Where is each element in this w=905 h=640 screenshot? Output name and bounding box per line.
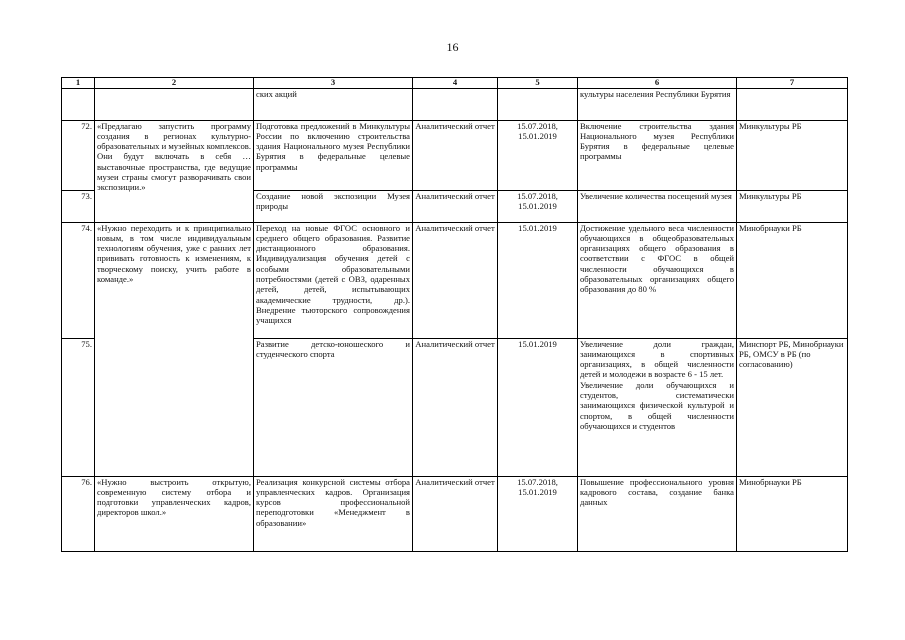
plan-table [61,77,848,552]
table-row-continuation [62,88,848,120]
activity-cell: ских акций [254,88,413,120]
result-cell: Повышение профессионального уровня кадрового состава, создание банка данных [578,476,737,551]
activity-cell: Подготовка предложений в Минкультуры России по включению строительства здания Национального музея Республики Бурятия в федеральные целевые программы [254,120,413,190]
column-header: 3 [254,78,413,89]
proposal-cell: «Предлагаю запустить программу создания в регионах культурно-образовательных и музейных комплексов. Они будут включать в себя …выставочные пространства, где ведущие музеи страны смогут разворачивать свои экспозиции.» [95,120,254,222]
proposal-cell [95,88,254,120]
dates-cell [498,222,578,338]
responsible-cell: Минобрнауки РБ [737,476,848,551]
column-header: 7 [737,78,848,89]
row-number: 73. [62,190,95,222]
form-cell: Аналитический отчет [413,120,498,190]
form-cell: Аналитический отчет [413,190,498,222]
date-start: 15.07.2018, [517,190,558,201]
dates-cell [498,338,578,476]
header-row [62,78,848,89]
row-number: 74. [62,222,95,338]
date-end: 15.01.2019 [518,130,557,141]
column-header: 5 [498,78,578,89]
result-cell: Включение строительства здания Национального музея Республики Бурятия в федеральные целевые программы [578,120,737,190]
result-cell: культуры населения Республики Бурятия [578,88,737,120]
form-cell: Аналитический отчет [413,338,498,476]
proposal-cell: «Нужно выстроить открытую, современную систему отбора и подготовки управленческих кадров, директоров школ.» [95,476,254,551]
activity-cell: Создание новой экспозиции Музея природы [254,190,413,222]
column-header: 2 [95,78,254,89]
result-cell: Достижение удельного веса численности обучающихся в общеобразовательных организациях общего образования в соответствии с ФГОС в общей численности обучающихся в образовательных организациях общего образования до 80 % [578,222,737,338]
form-cell: Аналитический отчет [413,476,498,551]
dates-cell [498,190,578,222]
result-paragraph: Увеличение доли обучающихся и студентов, систематически занимающихся физической культурой и спортом, в общей численности обучающихся и студентов [580,379,734,431]
column-header: 1 [62,78,95,89]
dates-cell [498,88,578,120]
activity-cell: Реализация конкурсной системы отбора управленческих кадров. Организация курсов профессиональной переподготовки «Менеджмент в образовании» [254,476,413,551]
responsible-cell: Минобрнауки РБ [737,222,848,338]
responsible-cell: Минспорт РБ, Минобрнауки РБ, ОМСУ в РБ (по согласованию) [737,338,848,476]
responsible-cell: Минкультуры РБ [737,120,848,190]
date-end: 15.01.2019 [518,200,557,211]
result-paragraph: Увеличение доли граждан, занимающихся в спортивных организациях, в общей численности детей и молодежи в возрасте 6 - 15 лет. [580,338,734,380]
page-number: 16 [446,40,459,54]
row-number: 75. [62,338,95,476]
result-cell: Увеличение количества посещений музея [578,190,737,222]
row-number: 72. [62,120,95,190]
date-start: 15.07.2018, [517,476,558,487]
activity-cell: Переход на новые ФГОС основного и среднего общего образования. Развитие дистанционного образования. Индивидуализация обучения детей с особыми образовательными потребностями (детей с ОВЗ, одаренных детей, детей, испытывающих академические трудности, др.). Внедрение тьюторского сопровождения учащихся [254,222,413,338]
result-cell [578,338,737,476]
date-end: 15.01.2019 [518,338,557,349]
table-row [62,476,848,551]
row-number: 76. [62,476,95,551]
dates-cell [498,120,578,190]
table-row [62,222,848,338]
form-cell [413,88,498,120]
dates-cell [498,476,578,551]
responsible-cell: Минкультуры РБ [737,190,848,222]
column-header: 4 [413,78,498,89]
column-header: 6 [578,78,737,89]
date-end: 15.01.2019 [518,222,557,233]
activity-cell: Развитие детско-юношеского и студенческого спорта [254,338,413,476]
date-end: 15.01.2019 [518,486,557,497]
row-number [62,88,95,120]
responsible-cell [737,88,848,120]
table-row [62,120,848,190]
form-cell: Аналитический отчет [413,222,498,338]
date-start: 15.07.2018, [517,120,558,131]
proposal-cell: «Нужно переходить и к принципиально новым, в том числе индивидуальным технологиям обучения, уже с ранних лет прививать готовность к изменениям, к творческому поиску, учить работе в команде.» [95,222,254,476]
